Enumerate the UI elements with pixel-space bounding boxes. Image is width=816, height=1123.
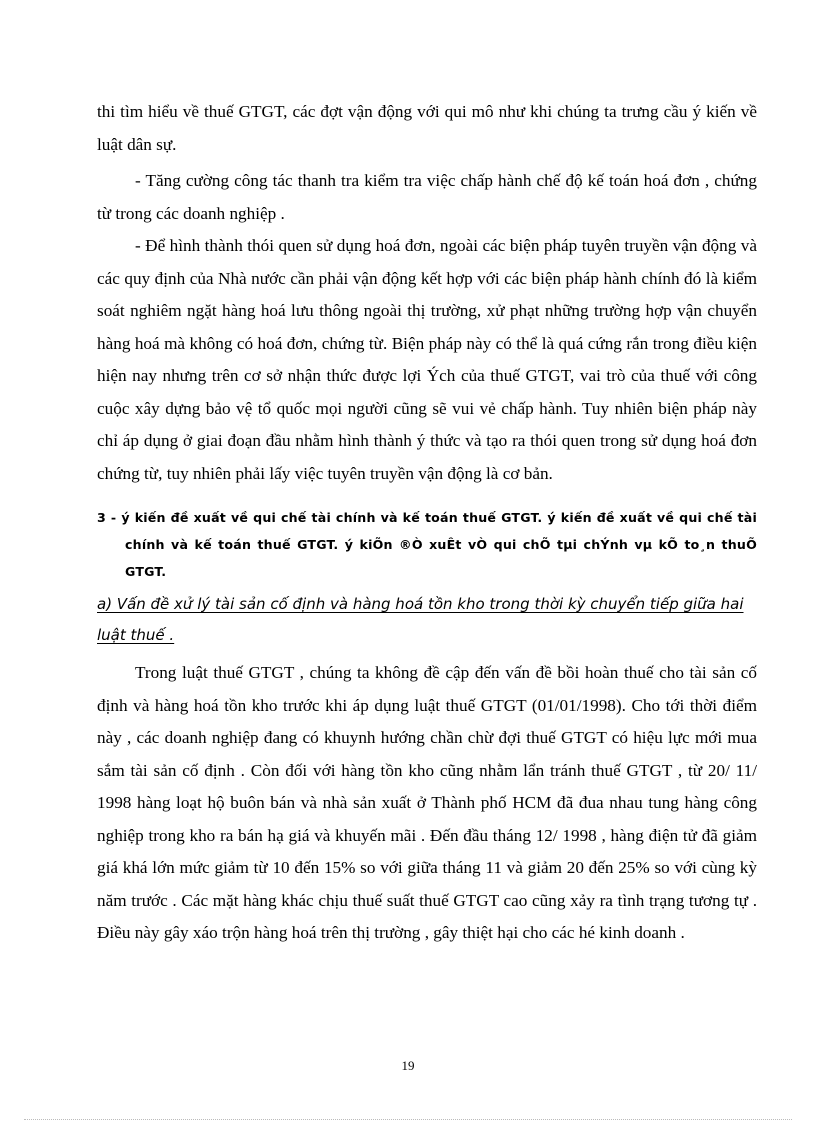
paragraph-transition: Trong luật thuế GTGT , chúng ta không đề cập đến vấn đề bồi hoàn thuế cho tài sản cố định và hàng hoá tồn kho trước khi áp dụng luật thuế GTGT (01/01/1998). Cho tới thời điểm này , các doanh nghiệp đang có khuynh hướng chần chừ đợi thuế GTGT có hiệu lực mới mua sắm tài sản cố định . Còn đối với hàng tồn kho cũng nhằm lẩn tránh thuế GTGT , từ 20/ 11/ 1998 hàng loạt hộ buôn bán và nhà sản xuất ở Thành phố HCM đã đua nhau tung hàng công nghiệp trong kho ra bán hạ giá và khuyến mãi . Đến đầu tháng 12/ 1998 , hàng điện tử đã giảm giá khá lớn mức giảm từ 10 đến 15% so với giữa tháng 11 và giảm 20 đến 25% so với cùng kỳ năm trước . Các mặt hàng khác chịu thuế suất thuế GTGT cao cũng xảy ra tình trạng tương tự . Điều này gây xáo trộn hàng hoá trên thị trường , gây thiệt hại cho các hé kinh doanh . [97, 663, 757, 942]
page-bottom-divider [24, 1119, 792, 1120]
paragraph-invoice-habit: - Để hình thành thói quen sử dụng hoá đơn, ngoài các biện pháp tuyên truyền vận động và các quy định của Nhà nước cần phải vận động kết hợp với các biện pháp hành chính đó là kiểm soát nghiêm ngặt hàng hoá lưu thông ngoài thị trường, xử phạt những trường hợp vận chuyển hàng hoá mà không có hoá đơn, chứng từ. Biện pháp này có thể là quá cứng rắn trong điều kiện hiện nay nhưng trên cơ sở nhận thức được lợi Ých của thuế GTGT, vai trò của thuế với công cuộc xây dựng bảo vệ tổ quốc mọi người cũng sẽ vui vẻ chấp hành. Tuy nhiên biện pháp này chỉ áp dụng ở giai đoạn đầu nhằm hình thành ý thức và tạo ra thói quen trong sử dụng hoá đơn chứng từ, tuy nhiên phải lấy việc tuyên truyền vận động là cơ bản. [97, 236, 757, 483]
section-heading: 3 - ý kiến đề xuất về qui chế tài chính và kế toán thuế GTGT. ý kiến đề xuất về qui chế tài chính và kế toán thuế GTGT. ý kiÕn ®Ò xuÊt vÒ qui chÕ tµi chÝnh vµ kÕ to¸n thuÕ GTGT. [97, 510, 757, 579]
paragraph-continuation: thi tìm hiểu về thuế GTGT, các đợt vận động với qui mô như khi chúng ta trưng cầu ý kiến về luật dân sự. [97, 102, 757, 154]
page-body [97, 96, 757, 950]
paragraph-inspection: - Tăng cường công tác thanh tra kiểm tra việc chấp hành chế độ kế toán hoá đơn , chứng từ trong các doanh nghiệp . [97, 171, 757, 223]
subsection-heading: a) Vấn đề xử lý tài sản cố định và hàng hoá tồn kho trong thời kỳ chuyển tiếp giữa hai luật thuế . [97, 595, 744, 644]
page-number: 19 [401, 1058, 415, 1073]
